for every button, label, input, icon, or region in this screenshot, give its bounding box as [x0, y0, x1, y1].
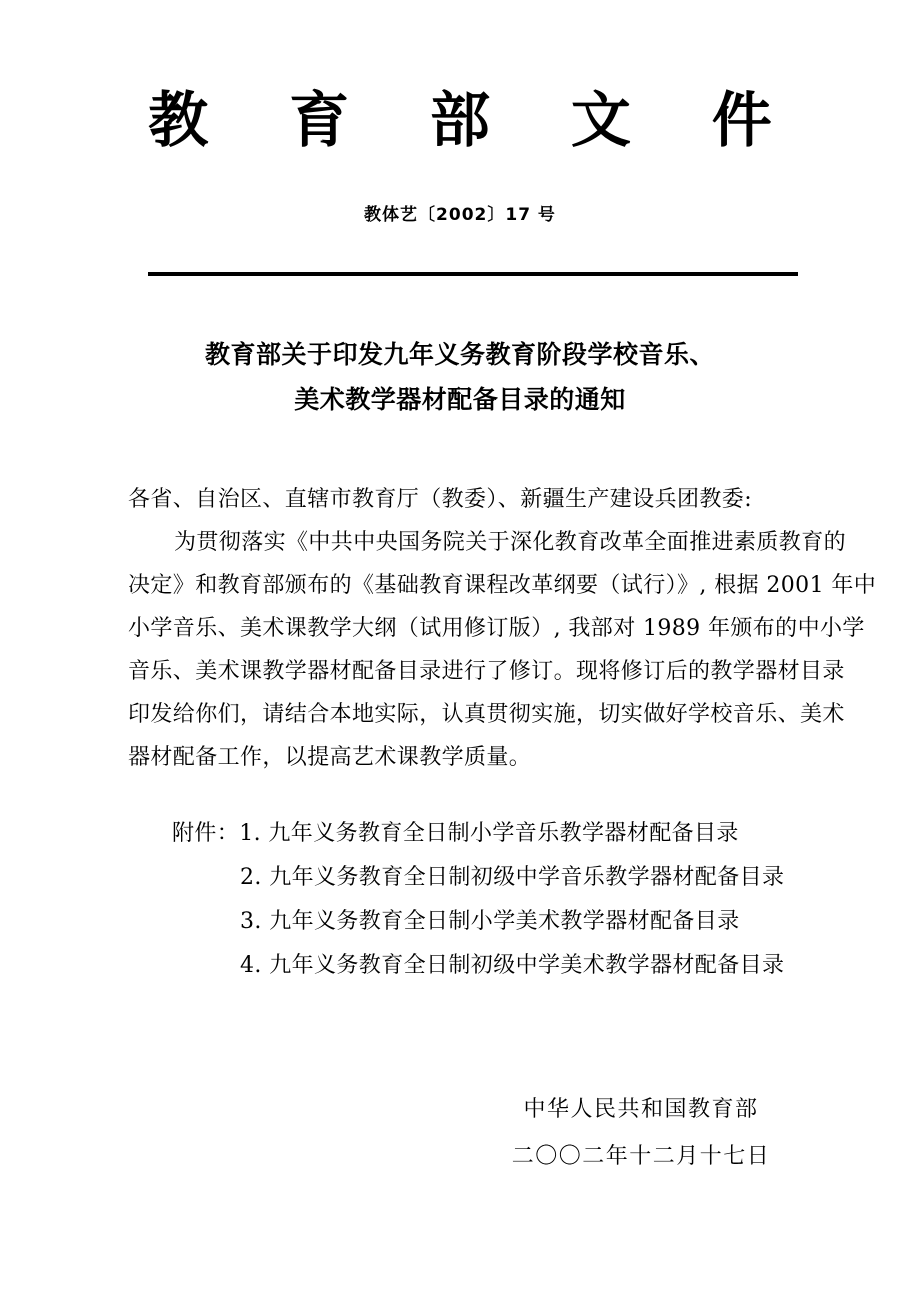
- attachment-list: [172, 812, 812, 988]
- attachment-text-3: 九年义务教育全日制小学美术教学器材配备目录: [269, 909, 740, 934]
- attachment-item-2: [172, 856, 812, 900]
- header-separator-line: [148, 272, 798, 276]
- attachment-text-2: 九年义务教育全日制初级中学音乐教学器材配备目录: [269, 865, 785, 890]
- attachment-label: 附件：: [172, 821, 240, 846]
- attachment-number-1: 1.: [239, 821, 261, 846]
- attachment-text-4: 九年义务教育全日制初级中学美术教学器材配备目录: [269, 953, 785, 978]
- signature-issuer: 中华人民共和国教育部: [523, 1097, 759, 1122]
- page-title-line-2: 美术教学器材配备目录的通知: [294, 385, 626, 414]
- attachment-item-3: [172, 900, 812, 944]
- attachment-number-3: 3.: [240, 909, 262, 934]
- body-line-1: 为贯彻落实《中共中央国务院关于深化教育改革全面推进素质教育的: [174, 530, 847, 555]
- header-separator: [148, 272, 798, 276]
- page-title-line-1: 教育部关于印发九年义务教育阶段学校音乐、: [204, 340, 715, 369]
- attachment-text-1: 九年义务教育全日制小学音乐教学器材配备目录: [268, 821, 739, 846]
- masthead: [0, 86, 920, 157]
- attachment-number-2: 2.: [240, 865, 262, 890]
- signature-date: 二〇〇二年十二月十七日: [511, 1144, 771, 1169]
- body-line-6: 器材配备工作，以提高艺术课教学质量。: [128, 745, 532, 770]
- document-number-row: [0, 200, 920, 225]
- body-line-4: 音乐、美术课教学器材配备目录进行了修订。现将修订后的教学器材目录: [128, 659, 845, 684]
- attachment-item-1: [172, 812, 812, 856]
- attachment-number-4: 4.: [240, 953, 262, 978]
- body-line-5: 印发给你们，请结合本地实际，认真贯彻实施，切实做好学校音乐、美术: [128, 702, 845, 727]
- body-line-2: 决定》和教育部颁布的《基础教育课程改革纲要（试行）》, 根据 2001 年中: [128, 573, 877, 598]
- document-number: 教体艺〔2002〕17 号: [364, 205, 556, 225]
- body-text: [128, 478, 877, 779]
- salutation: 各省、自治区、直辖市教育厅（教委）、新疆生产建设兵团教委:: [128, 487, 753, 512]
- body-line-3: 小学音乐、美术课教学大纲（试用修订版）, 我部对 1989 年颁布的中小学: [128, 616, 865, 641]
- signature-block: [440, 1086, 820, 1180]
- attachment-item-4: [172, 944, 812, 988]
- masthead-title: 教 育 部 文 件: [148, 86, 802, 156]
- page-title: [110, 332, 810, 422]
